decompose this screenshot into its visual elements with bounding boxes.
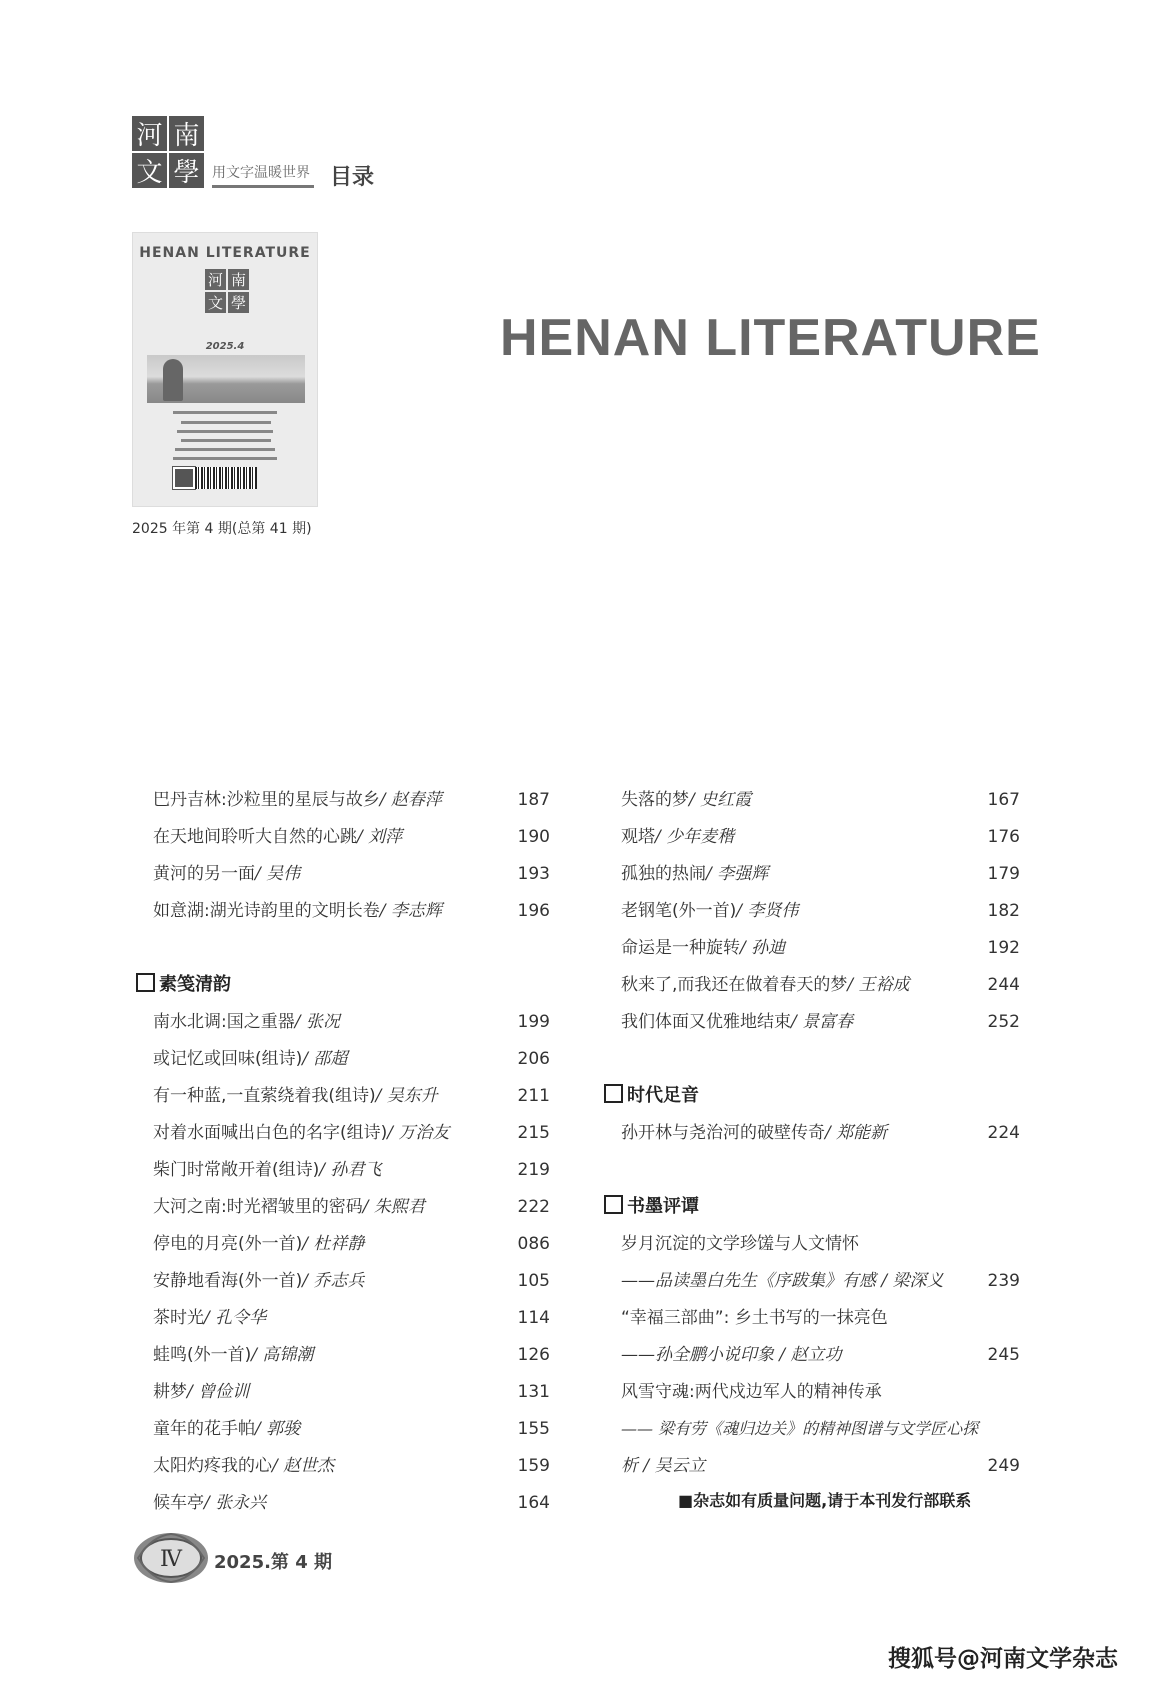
entry-title: 蛙鸣(外一首) (153, 1345, 252, 1365)
toc-entry[interactable] (153, 1306, 266, 1330)
entry-title: 黄河的另一面 (153, 864, 255, 884)
cover-logo (205, 269, 249, 313)
entry-title: 秋来了,而我还在做着春天的梦 (621, 975, 848, 995)
entry-author: / 赵世杰 (272, 1456, 335, 1476)
entry-page: 164 (517, 1493, 550, 1513)
toc-entry-subtitle-line[interactable]: ——孙全鹏小说印象 / 赵立功 (621, 1345, 842, 1365)
logo-char: 學 (169, 153, 204, 188)
toc-entry[interactable] (153, 1084, 438, 1108)
entry-author: / 李强辉 (706, 864, 769, 884)
entry-page: 245 (987, 1345, 1020, 1365)
entry-author: / 曾俭训 (187, 1382, 250, 1402)
entry-title: 茶时光 (153, 1308, 204, 1328)
section-heading (604, 1084, 699, 1108)
cover-logo-char: 南 (228, 269, 249, 290)
entry-author: / 史红霞 (689, 790, 752, 810)
toc-entry-title-line[interactable]: 岁月沉淀的文学珍馐与人文情怀 (621, 1234, 859, 1254)
toc-entry[interactable] (153, 1158, 381, 1182)
entry-title: 安静地看海(外一首) (153, 1271, 303, 1291)
entry-title: 孙开林与尧治河的破壁传奇 (621, 1123, 825, 1143)
entry-author: / 杜祥静 (302, 1234, 365, 1254)
page-number-ornament (132, 1530, 210, 1586)
entry-page: 224 (987, 1123, 1020, 1143)
entry-author: / 刘萍 (357, 827, 403, 847)
toc-entry[interactable] (153, 1417, 300, 1441)
section-heading (604, 1195, 699, 1219)
entry-author: / 郑能新 (825, 1123, 888, 1143)
toc-entry[interactable] (621, 825, 734, 849)
cover-text-line (175, 448, 275, 451)
page-title: 目录 (330, 165, 375, 190)
entry-author: / 朱熙君 (362, 1197, 425, 1217)
entry-page: 244 (987, 975, 1020, 995)
toc-entry[interactable] (621, 973, 910, 997)
entry-title: 失落的梦 (621, 790, 689, 810)
entry-page: 239 (987, 1271, 1020, 1291)
toc-entry-title-line[interactable]: “幸福三部曲”: 乡土书写的一抹亮色 (621, 1308, 888, 1328)
entry-title: 在天地间聆听大自然的心跳 (153, 827, 357, 847)
section-box-icon (604, 1195, 623, 1214)
entry-page: 196 (517, 901, 550, 921)
cover-qr-code (173, 467, 195, 489)
toc-entry-subtitle-line[interactable]: ——品读墨白先生《序跋集》有感 / 梁深义 (621, 1271, 944, 1291)
section-title: 书墨评谭 (627, 1196, 699, 1217)
entry-page: 159 (517, 1456, 550, 1476)
toc-entry[interactable] (153, 1232, 364, 1256)
entry-author: / 张永兴 (204, 1493, 267, 1513)
entry-author: / 李贤伟 (736, 901, 799, 921)
logo-char: 文 (132, 153, 167, 188)
entry-title: 太阳灼疼我的心 (153, 1456, 272, 1476)
section-title: 时代足音 (627, 1085, 699, 1106)
cover-title: HENAN LITERATURE (139, 245, 311, 261)
entry-title: 如意湖:湖光诗韵里的文明长卷 (153, 901, 380, 921)
toc-entry[interactable] (153, 1121, 449, 1145)
entry-title: 童年的花手帕 (153, 1419, 255, 1439)
cover-logo-char: 文 (205, 292, 226, 313)
big-title: HENAN LITERATURE (500, 309, 1041, 367)
entry-title: 命运是一种旋转 (621, 938, 740, 958)
toc-entry[interactable] (153, 788, 442, 812)
entry-page: 192 (987, 938, 1020, 958)
entry-author: / 乔志兵 (302, 1271, 365, 1291)
entry-author: / 少年麦稭 (655, 827, 735, 847)
entry-page: 176 (987, 827, 1020, 847)
entry-author: / 郭骏 (255, 1419, 301, 1439)
entry-page: 252 (987, 1012, 1020, 1032)
watermark: 搜狐号@河南文学杂志 (888, 1646, 1118, 1672)
toc-entry[interactable] (153, 1454, 334, 1478)
section-box-icon (604, 1084, 623, 1103)
entry-page: 179 (987, 864, 1020, 884)
entry-author: / 邵超 (302, 1049, 348, 1069)
section-box-icon (136, 973, 155, 992)
entry-title: 我们体面又优雅地结束 (621, 1012, 791, 1032)
page-roman-numeral: Ⅳ (160, 1547, 182, 1572)
entry-title: 停电的月亮(外一首) (153, 1234, 303, 1254)
cover-text-line (177, 430, 273, 433)
entry-author: / 赵春萍 (379, 790, 442, 810)
entry-page: 249 (987, 1456, 1020, 1476)
toc-entry[interactable] (153, 1491, 266, 1515)
toc-entry[interactable] (153, 1047, 347, 1071)
entry-title: 或记忆或回味(组诗) (153, 1049, 303, 1069)
entry-title: 观塔 (621, 827, 655, 847)
toc-entry[interactable] (153, 1343, 313, 1367)
entry-author: / 孔令华 (204, 1308, 267, 1328)
toc-entry[interactable] (153, 825, 402, 849)
toc-entry[interactable] (153, 1195, 425, 1219)
toc-entry[interactable] (621, 788, 751, 812)
entry-page: 182 (987, 901, 1020, 921)
entry-title: 孤独的热闹 (621, 864, 706, 884)
entry-page: 222 (517, 1197, 550, 1217)
toc-entry[interactable] (621, 899, 798, 923)
entry-author: / 李志辉 (379, 901, 442, 921)
entry-page: 193 (517, 864, 550, 884)
entry-title: 大河之南:时光褶皱里的密码 (153, 1197, 363, 1217)
toc-entry-subtitle-line[interactable]: 析 / 吴云立 (621, 1456, 706, 1476)
magazine-logo (132, 116, 204, 188)
entry-author: / 吴伟 (255, 864, 301, 884)
toc-entry[interactable] (153, 1269, 364, 1293)
entry-page: 114 (517, 1308, 550, 1328)
section-title: 素笺清韵 (159, 974, 231, 995)
cover-person (163, 359, 183, 401)
cover-barcode (195, 467, 257, 489)
entry-page: 211 (517, 1086, 550, 1106)
entry-page: 131 (517, 1382, 550, 1402)
entry-author: / 吴东升 (375, 1086, 438, 1106)
toc-entry[interactable] (621, 862, 768, 886)
entry-page: 215 (517, 1123, 550, 1143)
toc-entry-title-line[interactable]: 风雪守魂:两代戍边军人的精神传承 (621, 1382, 882, 1402)
entry-page: 167 (987, 790, 1020, 810)
footer-issue: 2025.第 4 期 (214, 1552, 332, 1573)
toc-entry[interactable] (153, 1010, 340, 1034)
entry-page: 155 (517, 1419, 550, 1439)
toc-entry[interactable] (153, 862, 300, 886)
cover-image (132, 232, 318, 507)
cover-logo-char: 河 (205, 269, 226, 290)
toc-entry[interactable] (621, 936, 785, 960)
entry-title: 有一种蓝,一直萦绕着我(组诗) (153, 1086, 376, 1106)
issue-number: 2025 年第 4 期(总第 41 期) (132, 521, 312, 537)
toc-entry[interactable] (621, 1010, 853, 1034)
cover-issue: 2025.4 (205, 341, 245, 352)
toc-entry-subtitle-line[interactable]: —— 梁有劳《魂归边关》的精神图谱与文学匠心探 (621, 1419, 979, 1438)
entry-page: 105 (517, 1271, 550, 1291)
entry-page: 199 (517, 1012, 550, 1032)
entry-author: / 王裕成 (847, 975, 910, 995)
entry-title: 老钢笔(外一首) (621, 901, 737, 921)
slogan: 用文字温暖世界 (212, 162, 314, 188)
logo-char: 河 (132, 116, 167, 151)
cover-text-line (181, 421, 271, 424)
entry-author: / 孙君飞 (319, 1160, 382, 1180)
entry-title: 巴丹吉林:沙粒里的星辰与故乡 (153, 790, 380, 810)
toc-entry[interactable] (153, 899, 442, 923)
entry-title: 耕梦 (153, 1382, 187, 1402)
entry-author: / 孙迪 (740, 938, 786, 958)
entry-page: 086 (517, 1234, 550, 1254)
entry-author: / 万治友 (387, 1123, 450, 1143)
entry-page: 190 (517, 827, 550, 847)
cover-logo-char: 學 (228, 292, 249, 313)
toc-entry[interactable] (621, 1121, 887, 1145)
logo-char: 南 (169, 116, 204, 151)
entry-author: / 高锦潮 (251, 1345, 314, 1365)
cover-text-line (181, 439, 271, 442)
entry-page: 126 (517, 1345, 550, 1365)
entry-page: 206 (517, 1049, 550, 1069)
entry-page: 219 (517, 1160, 550, 1180)
entry-title: 南水北调:国之重器 (153, 1012, 295, 1032)
cover-text-line (173, 457, 277, 460)
entry-page: 187 (517, 790, 550, 810)
quality-notice: ■杂志如有质量问题,请于本刊发行部联系 (678, 1491, 972, 1510)
entry-title: 候车亭 (153, 1493, 204, 1513)
entry-author: / 景富春 (791, 1012, 854, 1032)
entry-author: / 张况 (294, 1012, 340, 1032)
cover-text-line (173, 411, 277, 414)
entry-title: 柴门时常敞开着(组诗) (153, 1160, 320, 1180)
toc-entry[interactable] (153, 1380, 249, 1404)
entry-title: 对着水面喊出白色的名字(组诗) (153, 1123, 388, 1143)
section-heading (136, 973, 231, 997)
